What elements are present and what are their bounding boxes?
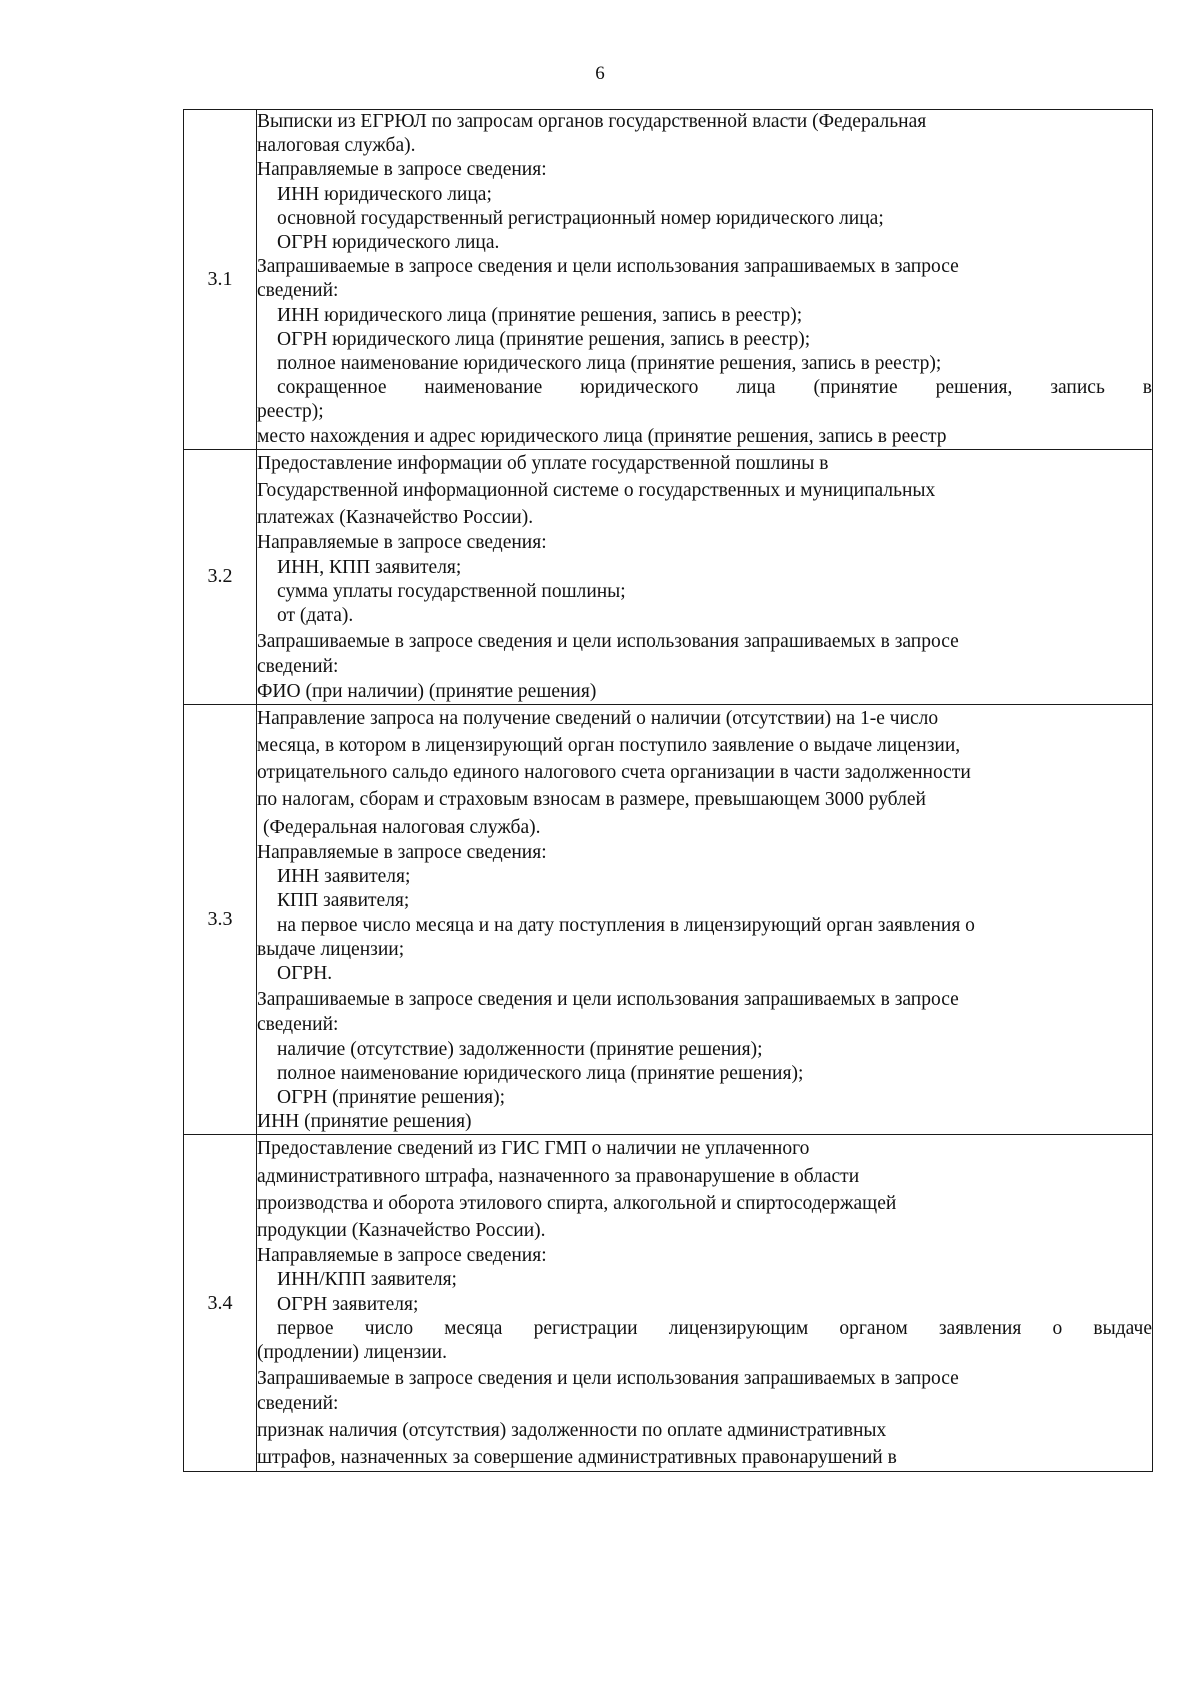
content-line: основной государственный регистрационный номер юридического лица; [277, 207, 884, 229]
content-line: продукции (Казначейство России). [257, 1219, 546, 1241]
content-line: Предоставление сведений из ГИС ГМП о наличии не уплаченного [257, 1138, 810, 1160]
row-number: 3.4 [184, 1135, 257, 1472]
content-line: признак наличия (отсутствия) задолженности по оплате административных [257, 1419, 887, 1441]
content-line: месяца, в котором в лицензирующий орган поступило заявление о выдаче лицензии, [257, 735, 961, 757]
content-line: ИНН, КПП заявителя; [277, 556, 462, 578]
row-number: 3.1 [184, 110, 257, 450]
content-line: сведений: [257, 1393, 339, 1415]
content-line: сведений: [257, 1014, 339, 1036]
content-line: Запрашиваемые в запросе сведения и цели использования запрашиваемых в запросе [257, 1368, 959, 1390]
content-line: (продлении) лицензии. [257, 1341, 447, 1363]
content-line: Запрашиваемые в запросе сведения и цели использования запрашиваемых в запросе [257, 631, 959, 653]
content-line: реестр); [257, 401, 324, 423]
content-line: сумма уплаты государственной пошлины; [277, 580, 626, 602]
content-line: ОГРН заявителя; [277, 1293, 419, 1315]
content-line: административного штрафа, назначенного за правонарушение в области [257, 1165, 860, 1187]
page-number: 6 [595, 63, 605, 84]
content-line: производства и оборота этилового спирта, алкогольной и спиртосодержащей [257, 1192, 897, 1214]
content-line: ОГРН юридического лица (принятие решения, запись в реестр); [277, 328, 811, 350]
table-row [184, 449, 1153, 704]
content-line: отрицательного сальдо единого налогового счета организации в части задолженности [257, 762, 971, 784]
content-line: налоговая служба). [257, 135, 416, 157]
content-line: сокращенное наименование юридического лица (принятие решения, запись в [277, 377, 1152, 399]
content-line: КПП заявителя; [277, 890, 410, 912]
content-line: ОГРН (принятие решения); [277, 1086, 505, 1108]
row-content [257, 110, 1153, 450]
content-line: Запрашиваемые в запросе сведения и цели использования запрашиваемых в запросе [257, 256, 959, 278]
content-line: Направляемые в запросе сведения: [257, 841, 547, 863]
row-number: 3.2 [184, 449, 257, 704]
content-line: сведений: [257, 656, 339, 678]
row-content [257, 1135, 1153, 1472]
content-line: первое число месяца регистрации лицензирующим органом заявления о выдаче [277, 1317, 1152, 1339]
content-line: Направление запроса на получение сведений о наличии (отсутствии) на 1-е число [257, 707, 939, 729]
content-line: Выписки из ЕГРЮЛ по запросам органов государственной власти (Федеральная [257, 111, 927, 132]
content-line: (Федеральная налоговая служба). [263, 816, 541, 838]
content-line: Направляемые в запросе сведения: [257, 1245, 547, 1267]
content-line: место нахождения и адрес юридического лица (принятие решения, запись в реестр [257, 425, 947, 447]
content-line: Государственной информационной системе о государственных и муниципальных [257, 480, 936, 502]
row-number: 3.3 [184, 704, 257, 1134]
content-line: выдаче лицензии; [257, 938, 405, 960]
content-line: ИНН (принятие решения) [257, 1111, 472, 1133]
row-content [257, 449, 1153, 704]
content-line: ОГРН юридического лица. [277, 232, 500, 254]
content-line: по налогам, сборам и страховым взносам в размере, превышающем 3000 рублей [257, 789, 926, 811]
content-line: платежах (Казначейство России). [257, 507, 534, 529]
content-line: ИНН заявителя; [277, 866, 411, 888]
table-row [184, 704, 1153, 1134]
content-line: ИНН юридического лица (принятие решения, запись в реестр); [277, 304, 803, 326]
content-line: ОГРН. [277, 962, 333, 984]
content-line: ИНН юридического лица; [277, 183, 492, 205]
content-line: Направляемые в запросе сведения: [257, 159, 547, 181]
table-row [184, 1135, 1153, 1472]
content-line: от (дата). [277, 605, 354, 627]
content-line: наличие (отсутствие) задолженности (принятие решения); [277, 1038, 763, 1060]
content-line: Направляемые в запросе сведения: [257, 532, 547, 554]
content-line: ИНН/КПП заявителя; [277, 1269, 457, 1291]
content-line: полное наименование юридического лица (принятие решения); [277, 1062, 804, 1084]
services-table [183, 109, 1153, 1472]
content-line: полное наименование юридического лица (принятие решения, запись в реестр); [277, 353, 942, 375]
content-line: Запрашиваемые в запросе сведения и цели использования запрашиваемых в запросе [257, 989, 959, 1011]
row-content [257, 704, 1153, 1134]
content-line: Предоставление информации об уплате государственной пошлины в [257, 452, 829, 474]
table-row [184, 110, 1153, 450]
content-line: штрафов, назначенных за совершение административных правонарушений в [257, 1446, 897, 1468]
content-line: сведений: [257, 280, 339, 302]
content-line: на первое число месяца и на дату поступления в лицензирующий орган заявления о [277, 914, 975, 936]
content-line: ФИО (при наличии) (принятие решения) [257, 680, 597, 702]
